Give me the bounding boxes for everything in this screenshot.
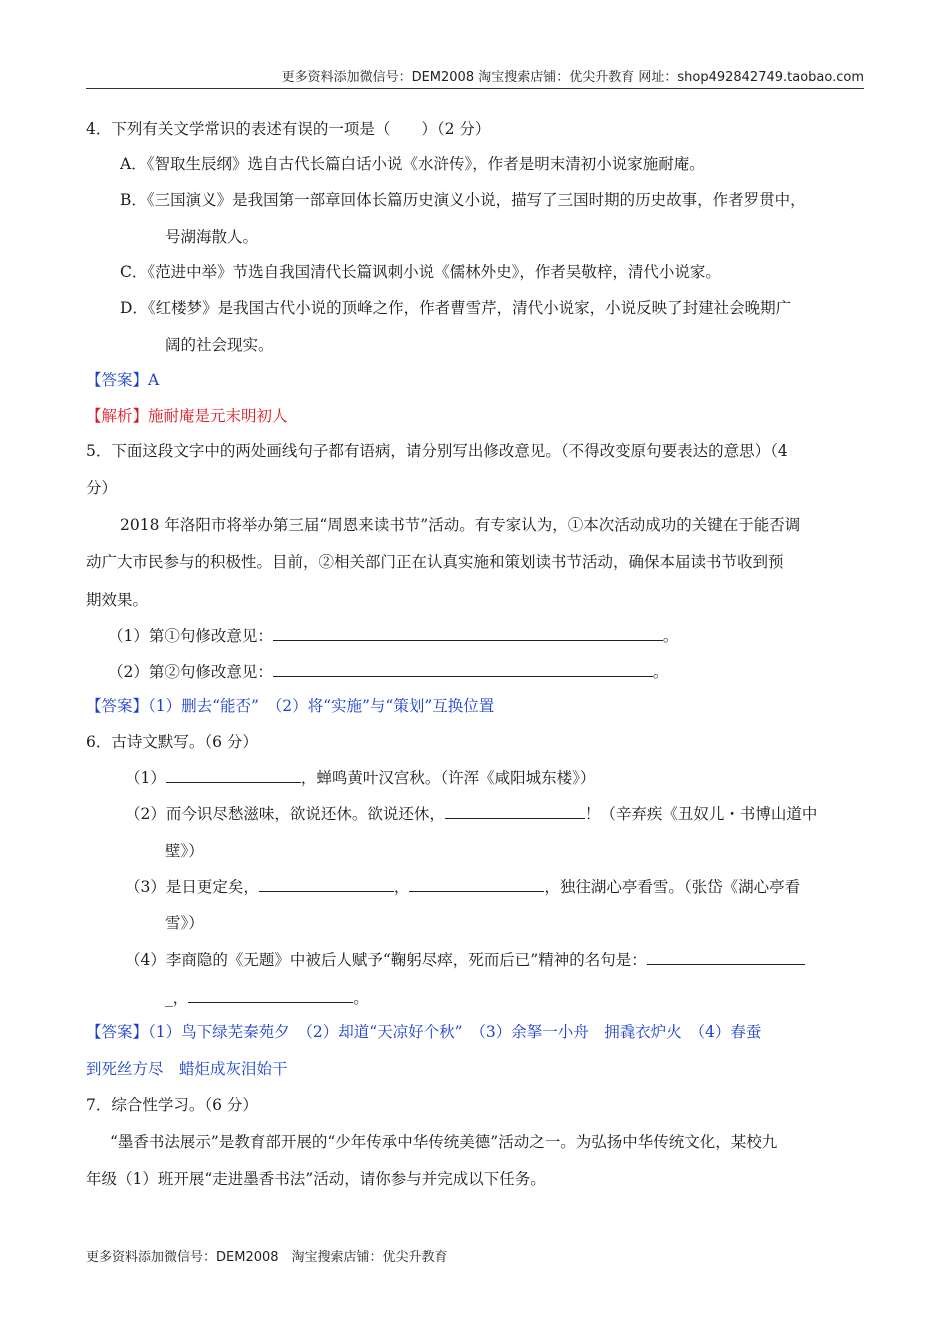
q5-sub1 — [108, 624, 678, 647]
analysis-label: 【解析】 — [86, 407, 149, 425]
q4-option-d-line1: D．《红楼梦》是我国古代小说的顶峰之作，作者曹雪芹，清代小说家，小说反映了封建社会晚期广 — [120, 299, 792, 317]
q4-option-c: C．《范进中举》节选自我国清代长篇讽刺小说《儒林外史》，作者吴敬梓，清代小说家。 — [120, 263, 721, 281]
answer-text: A — [148, 371, 160, 389]
answer-blank[interactable] — [188, 986, 353, 1003]
answer-text: （1）鸟下绿芜秦苑夕 （2）却道“天凉好个秋” （3）余拏一小舟 拥毳衣炉火 （4）春蚕 — [148, 1023, 762, 1041]
q4-option-b-line1: B．《三国演义》是我国第一部章回体长篇历史演义小说，描写了三国时期的历史故事，作者罗贯中， — [120, 191, 806, 209]
q5-sub1-label: （1）第①句修改意见： — [108, 627, 273, 645]
answer-blank[interactable] — [259, 875, 394, 892]
period: 。 — [353, 989, 369, 1007]
q6-sub1-text: ，蝉鸣黄叶汉宫秋。（许浑《咸阳城东楼》） — [300, 769, 596, 787]
q5-sub2 — [108, 660, 668, 683]
q4-stem: 4．下列有关文学常识的表述有误的一项是（ ）（2 分） — [86, 120, 491, 138]
q6-sub4 — [125, 948, 805, 971]
q6-stem: 6．古诗文默写。（6 分） — [86, 733, 258, 751]
q6-sub4-line2 — [165, 986, 369, 1009]
q6-sub2-text-b: ！（辛弃疾《丑奴儿・书博山道中 — [584, 805, 818, 823]
period: 。 — [662, 627, 679, 645]
q6-sub2 — [125, 802, 817, 825]
q6-sub3-comma: ， — [393, 878, 410, 896]
q5-answer — [86, 695, 494, 717]
answer-label: 【答案】 — [86, 697, 149, 715]
q6-sub3-text-b: ，独往湖心亭看雪。（张岱《湖心亭看 — [544, 878, 801, 896]
answer-label: 【答案】 — [86, 371, 149, 389]
q6-sub3-text-a: （3）是日更定矣， — [125, 878, 259, 896]
q5-stem-line2: 分） — [86, 479, 118, 497]
q7-passage-line2: 年级（1）班开展“走进墨香书法”活动，请你参与并完成以下任务。 — [86, 1170, 546, 1188]
q6-sub1 — [125, 766, 595, 789]
q6-answer-line1 — [86, 1021, 761, 1043]
q4-option-d-line2: 阔的社会现实。 — [165, 336, 274, 354]
q6-sub4-separator: _， — [165, 989, 189, 1007]
q6-sub2-line2: 壁》） — [165, 842, 204, 860]
answer-blank[interactable] — [273, 660, 653, 677]
analysis-text: 施耐庵是元末明初人 — [148, 407, 288, 425]
answer-blank[interactable] — [647, 948, 805, 965]
q7-passage-line1: “墨香书法展示”是教育部开展的“少年传承中华传统美德”活动之一。为弘扬中华传统文化，某校九 — [110, 1133, 778, 1151]
q4-answer — [86, 369, 159, 391]
q6-sub4-text: （4）李商隐的《无题》中被后人赋予“鞠躬尽瘁，死而后已”精神的名句是： — [125, 951, 647, 969]
q6-sub3-line2: 雪》） — [165, 914, 204, 932]
answer-label: 【答案】 — [86, 1023, 149, 1041]
q4-analysis — [86, 405, 288, 427]
answer-text: （1）删去“能否” （2）将“实施”与“策划”互换位置 — [148, 697, 495, 715]
answer-blank[interactable] — [273, 624, 663, 641]
q5-passage-line3: 期效果。 — [86, 591, 149, 609]
q6-sub2-text-a: （2）而今识尽愁滋味，欲说还休。欲说还休， — [125, 805, 445, 823]
answer-blank[interactable] — [166, 766, 301, 783]
q6-sub1-label: （1） — [125, 769, 166, 787]
answer-blank[interactable] — [409, 875, 544, 892]
page-footer: 更多资料添加微信号：DEM2008 淘宝搜索店铺：优尖升教育 — [86, 1250, 448, 1265]
q6-sub3 — [125, 875, 800, 898]
q5-stem-line1: 5．下面这段文字中的两处画线句子都有语病，请分别写出修改意见。（不得改变原句要表达的意思）（4 — [86, 442, 788, 460]
q4-option-a: A．《智取生辰纲》选自古代长篇白话小说《水浒传》，作者是明末清初小说家施耐庵。 — [120, 155, 705, 173]
q7-stem: 7．综合性学习。（6 分） — [86, 1096, 258, 1114]
answer-blank[interactable] — [445, 802, 585, 819]
q6-answer-line2: 到死丝方尽 蜡炬成灰泪始干 — [86, 1060, 288, 1078]
header-divider — [86, 88, 864, 89]
page-header: 更多资料添加微信号：DEM2008 淘宝搜索店铺：优尖升教育 网址：shop492842749.taobao.com — [281, 70, 864, 85]
q4-option-b-line2: 号湖海散人。 — [165, 228, 259, 246]
q5-passage-line2: 动广大市民参与的积极性。目前，②相关部门正在认真实施和策划读书节活动，确保本届读书节收到预 — [86, 553, 784, 571]
q5-sub2-label: （2）第②句修改意见： — [108, 663, 273, 681]
q5-passage-line1: 2018 年洛阳市将举办第三届“周恩来读书节”活动。有专家认为，①本次活动成功的关键在于能否调 — [120, 516, 801, 534]
period: 。 — [652, 663, 669, 681]
